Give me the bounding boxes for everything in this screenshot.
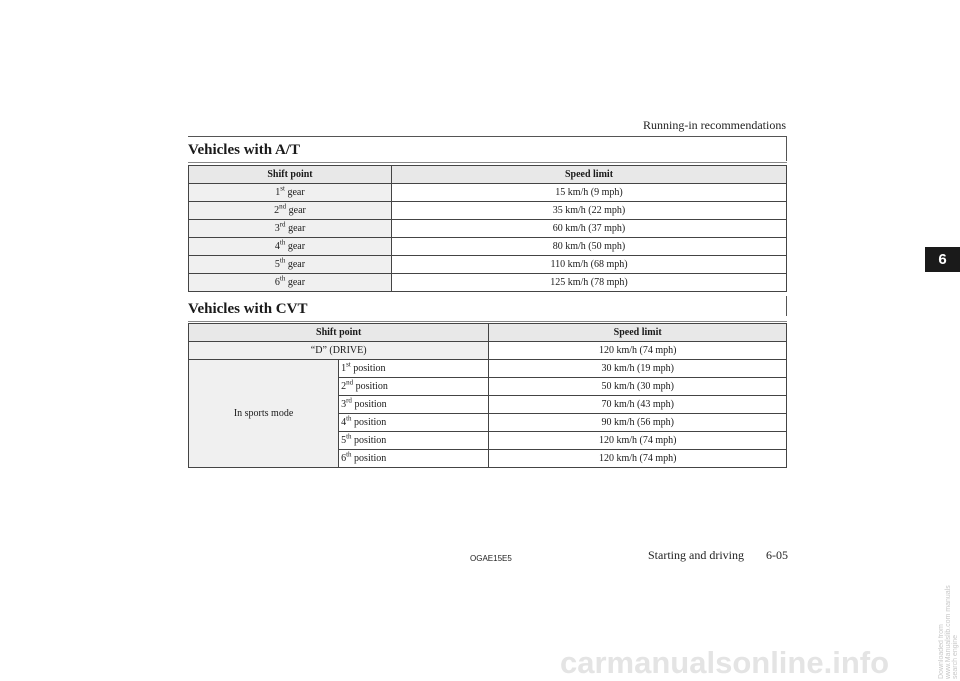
- sports-mode-label: In sports mode: [189, 360, 339, 468]
- ordinal-number: 2: [341, 381, 347, 392]
- cvt-section-title-text: Vehicles with CVT: [188, 301, 308, 317]
- ordinal-suffix: th: [279, 238, 286, 247]
- table-row: [189, 256, 787, 274]
- shift-label: gear: [284, 187, 305, 198]
- speed-limit-cell: 30 km/h (19 mph): [489, 360, 787, 378]
- speed-limit-cell: 110 km/h (68 mph): [392, 256, 787, 274]
- ordinal-number: 1: [341, 363, 347, 374]
- ordinal-suffix: th: [279, 274, 286, 283]
- table-row: [189, 202, 787, 220]
- header-shift-point: Shift point: [189, 166, 392, 184]
- ordinal-suffix: nd: [346, 378, 354, 387]
- drive-speed: 120 km/h (74 mph): [489, 342, 787, 360]
- shift-point-cell: [189, 184, 392, 202]
- ordinal-suffix: st: [280, 184, 285, 193]
- ordinal-suffix: th: [346, 432, 352, 441]
- shift-point-cell: [339, 378, 489, 396]
- speed-limit-cell: 120 km/h (74 mph): [489, 432, 787, 450]
- ordinal-suffix: rd: [279, 220, 286, 229]
- running-head: Running-in recommendations: [643, 118, 786, 132]
- at-section-title: [188, 136, 787, 161]
- shift-label: position: [351, 399, 387, 410]
- drive-label: “D” (DRIVE): [189, 342, 489, 360]
- side-watermark: Downloaded from www.Manualslib.com manuals search engine: [938, 585, 959, 679]
- shift-point-cell: [339, 360, 489, 378]
- speed-limit-cell: 15 km/h (9 mph): [392, 184, 787, 202]
- shift-label: gear: [285, 259, 306, 270]
- table-row: [189, 342, 787, 360]
- speed-limit-cell: 80 km/h (50 mph): [392, 238, 787, 256]
- ordinal-number: 2: [274, 205, 280, 216]
- ordinal-suffix: nd: [279, 202, 287, 211]
- shift-point-cell: [189, 220, 392, 238]
- speed-limit-cell: 60 km/h (37 mph): [392, 220, 787, 238]
- footer-code: OGAE15E5: [470, 554, 512, 563]
- table-row: [189, 184, 787, 202]
- header-speed-limit: Speed limit: [489, 324, 787, 342]
- cvt-speed-table: [188, 323, 787, 468]
- shift-point-cell: [189, 256, 392, 274]
- cvt-section-title: [188, 296, 787, 320]
- shift-label: gear: [285, 223, 306, 234]
- at-speed-table: [188, 165, 787, 292]
- table-row: [189, 360, 787, 378]
- ordinal-number: 3: [341, 399, 347, 410]
- ordinal-number: 4: [341, 417, 347, 428]
- table-header-row: [189, 324, 787, 342]
- shift-point-cell: [339, 450, 489, 468]
- speed-limit-cell: 50 km/h (30 mph): [489, 378, 787, 396]
- shift-label: position: [351, 435, 387, 446]
- table-row: [189, 220, 787, 238]
- speed-limit-cell: 120 km/h (74 mph): [489, 450, 787, 468]
- speed-limit-cell: 125 km/h (78 mph): [392, 274, 787, 292]
- shift-label: gear: [285, 241, 306, 252]
- shift-point-cell: [339, 414, 489, 432]
- shift-label: position: [351, 417, 387, 428]
- shift-label: position: [353, 381, 388, 392]
- header-shift-point: Shift point: [189, 324, 489, 342]
- table-row: [189, 238, 787, 256]
- header-speed-limit: Speed limit: [392, 166, 787, 184]
- ordinal-number: 5: [341, 435, 347, 446]
- speed-limit-cell: 90 km/h (56 mph): [489, 414, 787, 432]
- table-header-row: [189, 166, 787, 184]
- shift-label: gear: [286, 205, 306, 216]
- speed-limit-cell: 35 km/h (22 mph): [392, 202, 787, 220]
- ordinal-number: 6: [274, 277, 280, 288]
- shift-label: position: [350, 363, 386, 374]
- ordinal-number: 5: [274, 259, 280, 270]
- watermark: carmanualsonline.info: [560, 645, 890, 680]
- ordinal-suffix: th: [279, 256, 286, 265]
- shift-label: gear: [285, 277, 306, 288]
- chapter-tab: 6: [925, 247, 960, 272]
- footer-section: Starting and driving: [648, 548, 744, 562]
- shift-point-cell: [339, 432, 489, 450]
- ordinal-number: 1: [275, 187, 281, 198]
- speed-limit-cell: 70 km/h (43 mph): [489, 396, 787, 414]
- at-section-title-text: Vehicles with A/T: [188, 142, 300, 158]
- shift-label: position: [351, 453, 387, 464]
- ordinal-suffix: rd: [346, 396, 352, 405]
- shift-point-cell: [189, 238, 392, 256]
- ordinal-number: 6: [341, 453, 347, 464]
- ordinal-suffix: th: [346, 414, 352, 423]
- ordinal-number: 3: [274, 223, 280, 234]
- ordinal-suffix: th: [346, 450, 352, 459]
- ordinal-number: 4: [274, 241, 280, 252]
- footer-page-number: 6-05: [766, 548, 788, 562]
- ordinal-suffix: st: [346, 360, 351, 369]
- shift-point-cell: [189, 274, 392, 292]
- table-row: [189, 274, 787, 292]
- shift-point-cell: [189, 202, 392, 220]
- shift-point-cell: [339, 396, 489, 414]
